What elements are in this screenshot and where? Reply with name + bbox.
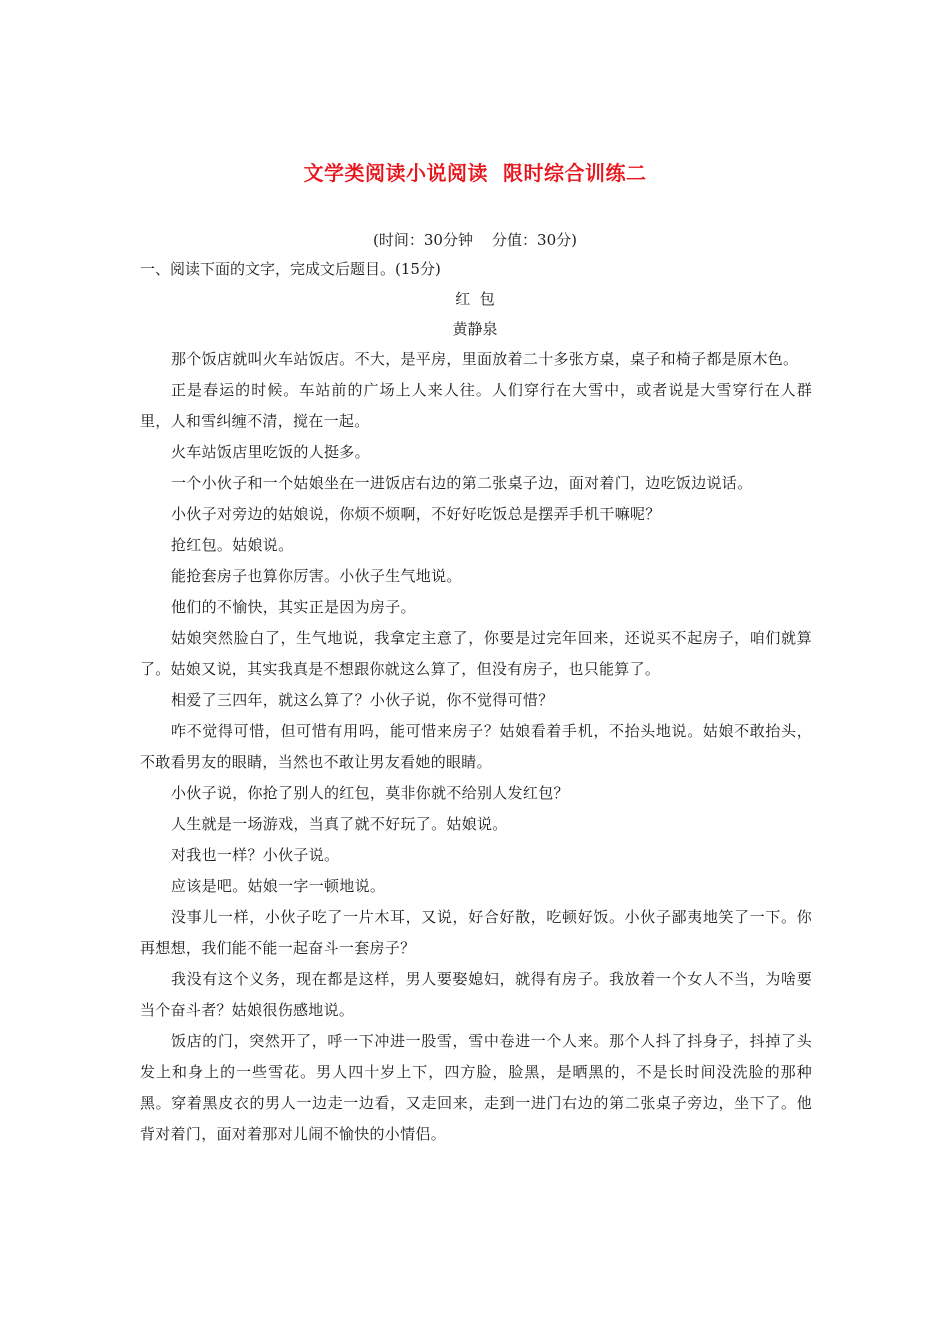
story-paragraph: 正是春运的时候。车站前的广场上人来人往。人们穿行在大雪中，或者说是大雪穿行在人群里，人和雪纠缠不清，搅在一起。 [140, 381, 812, 430]
story-paragraph: 那个饭店就叫火车站饭店。不大，是平房，里面放着二十多张方桌，桌子和椅子都是原木色。 [171, 350, 799, 368]
story-paragraph: 小伙子说，你抢了别人的红包，莫非你就不给别人发红包？ [171, 784, 569, 802]
story-paragraph: 我没有这个义务，现在都是这样，男人要娶媳妇，就得有房子。我放着一个女人不当，为啥要当个奋斗者？姑娘很伤感地说。 [140, 970, 812, 1019]
document-title: 文学类阅读小说阅读 限时综合训练二 [303, 161, 647, 185]
story-paragraph: 一个小伙子和一个姑娘坐在一进饭店右边的第二张桌子边，面对着门，边吃饭边说话。 [171, 474, 753, 492]
story-paragraph: 火车站饭店里吃饭的人挺多。 [171, 443, 370, 461]
story-paragraph: 饭店的门，突然开了，呼一下冲进一股雪，雪中卷进一个人来。那个人抖了抖身子，抖掉了头发上和身上的一些雪花。男人四十岁上下，四方脸，脸黑，是晒黑的，不是长时间没洗脸的那种黑。穿着黑皮衣的男人一边走一边看，又走回来，走到一进门右边的第二张桌子旁边，坐下了。他背对着门，面对着那对儿闹不愉快的小情侣。 [140, 1032, 812, 1143]
story-body [140, 344, 812, 1150]
time-score-info: (时间：30分钟 分值：30分) [373, 231, 577, 249]
story-paragraph: 小伙子对旁边的姑娘说，你烦不烦啊，不好好吃饭总是摆弄手机干嘛呢？ [171, 505, 661, 523]
story-paragraph: 能抢套房子也算你厉害。小伙子生气地说。 [171, 567, 462, 585]
story-paragraph: 对我也一样？小伙子说。 [171, 846, 340, 864]
story-title: 红 包 [455, 290, 495, 308]
story-author: 黄静泉 [452, 320, 498, 338]
story-paragraph: 姑娘突然脸白了，生气地说，我拿定主意了，你要是过完年回来，还说买不起房子，咱们就算了。姑娘又说，其实我真是不想跟你就这么算了，但没有房子，也只能算了。 [140, 629, 812, 678]
story-paragraph: 抢红包。姑娘说。 [171, 536, 294, 554]
story-paragraph: 应该是吧。姑娘一字一顿地说。 [171, 877, 386, 895]
story-paragraph: 没事儿一样，小伙子吃了一片木耳，又说，好合好散，吃顿好饭。小伙子鄙夷地笑了一下。你再想想，我们能不能一起奋斗一套房子？ [140, 908, 812, 957]
story-paragraph: 他们的不愉快，其实正是因为房子。 [171, 598, 416, 616]
story-paragraph: 咋不觉得可惜，但可惜有用吗，能可惜来房子？姑娘看着手机，不抬头地说。姑娘不敢抬头，不敢看男友的眼睛，当然也不敢让男友看她的眼睛。 [140, 722, 812, 771]
section-instruction: 一、阅读下面的文字，完成文后题目。(15分) [140, 260, 441, 278]
story-paragraph: 人生就是一场游戏，当真了就不好玩了。姑娘说。 [171, 815, 508, 833]
story-paragraph: 相爱了三四年，就这么算了？小伙子说，你不觉得可惜？ [171, 691, 554, 709]
